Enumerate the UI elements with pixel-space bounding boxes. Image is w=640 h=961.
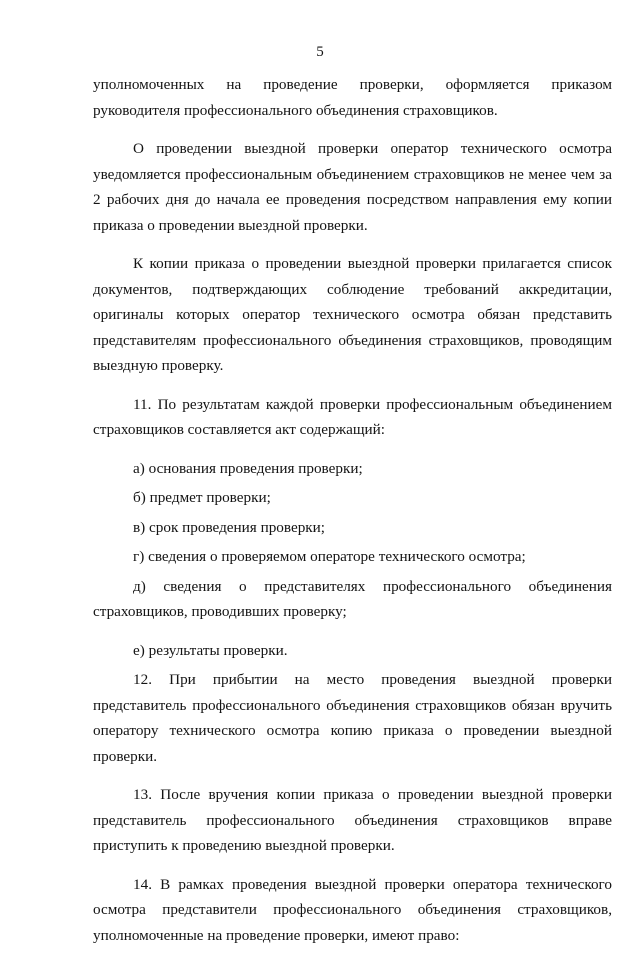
paragraph-documents-list: К копии приказа о проведении выездной проверки прилагается список документов, подтверждающих соблюдение требований аккредитации, оригиналы которых оператор технического осмотра обязан представить представителям профессионального объединения страховщиков, проводящим выездную проверку. [93, 255, 612, 374]
subitem-a: а) основания проведения проверки; [133, 459, 363, 477]
subitem-v: в) срок проведения проверки; [133, 518, 326, 536]
subitem-e: е) результаты проверки. [133, 641, 288, 659]
page-number: 5 [316, 44, 324, 60]
document-body [93, 72, 612, 961]
paragraph-item-12: 12. При прибытии на место проведения выездной проверки представитель профессионального объединения страховщиков обязан вручить оператору технического осмотра копию приказа о проведении выездной проверки. [93, 671, 612, 765]
paragraph-item-14: 14. В рамках проведения выездной проверки оператора технического осмотра представители профессионального объединения страховщиков, уполномоченные на проведение проверки, имеют право: [93, 875, 612, 944]
paragraph-continuation: уполномоченных на проведение проверки, оформляется приказом руководителя профессионального объединения страховщиков. [93, 76, 612, 119]
paragraph-notification: О проведении выездной проверки оператор технического осмотра уведомляется профессиональным объединением страховщиков не менее чем за 2 рабочих дня до начала ее проведения посредством направления ему копии приказа о проведении выездной проверки. [93, 140, 612, 234]
paragraph-item-13: 13. После вручения копии приказа о проведении выездной проверки представитель профессионального объединения страховщиков вправе приступить к проведению выездной проверки. [93, 786, 612, 854]
subitem-b: б) предмет проверки; [133, 489, 271, 506]
subitem-d: д) сведения о представителях профессионального объединения страховщиков, проводивших проверку; [93, 577, 612, 620]
subitem-g: г) сведения о проверяемом операторе технического осмотра; [133, 548, 526, 565]
paragraph-item-11: 11. По результатам каждой проверки профессиональным объединением страховщиков составляется акт содержащий: [93, 395, 612, 438]
